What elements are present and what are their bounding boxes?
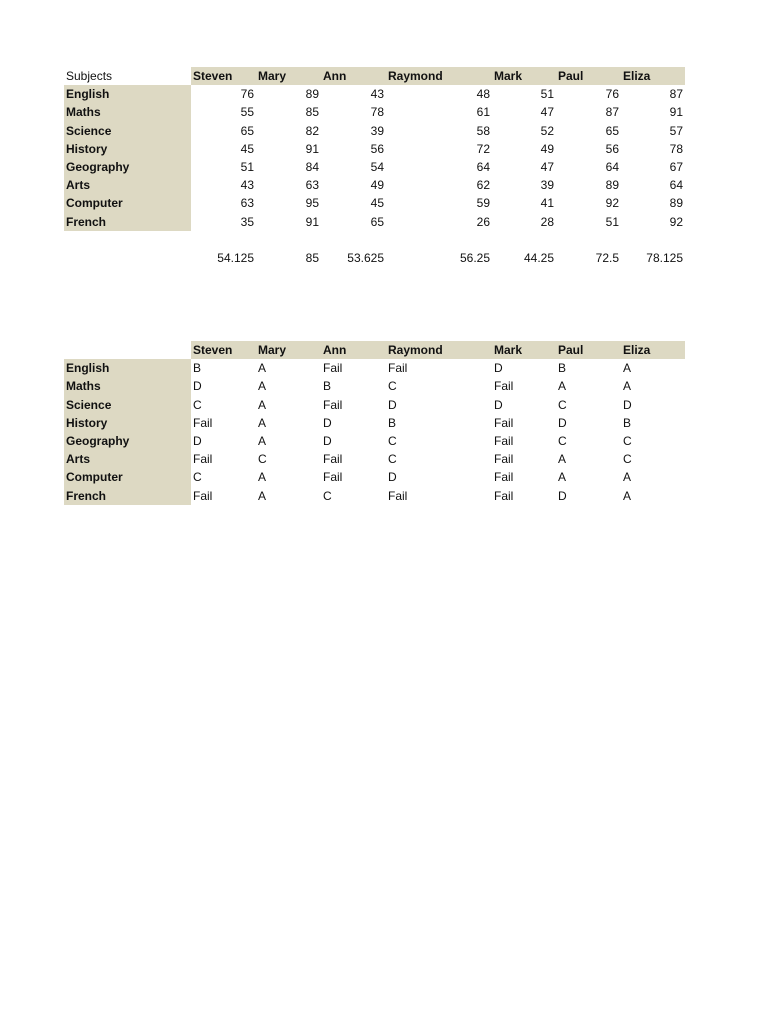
grade-cell: A bbox=[558, 379, 567, 394]
table-row bbox=[64, 468, 685, 486]
subjects-corner-label: Subjects bbox=[66, 69, 113, 84]
table-row bbox=[64, 359, 685, 377]
grade-cell: D bbox=[388, 397, 397, 412]
grade-cell: C bbox=[323, 488, 332, 503]
grade-cell: D bbox=[494, 397, 503, 412]
score-cell: 52 bbox=[540, 123, 554, 138]
grade-cell: C bbox=[388, 434, 397, 449]
table-row bbox=[64, 158, 685, 176]
grade-cell: A bbox=[258, 361, 267, 376]
score-cell: 64 bbox=[605, 160, 619, 175]
score-cell: 63 bbox=[305, 178, 319, 193]
student-header: Paul bbox=[556, 341, 621, 359]
average-cell: 85 bbox=[305, 250, 319, 265]
scores-table-body bbox=[64, 67, 685, 267]
score-cell: 89 bbox=[605, 178, 619, 193]
score-cell: 61 bbox=[476, 105, 490, 120]
subject-label: Science bbox=[64, 122, 191, 140]
grade-cell: A bbox=[258, 434, 267, 449]
grade-cell: C bbox=[388, 379, 397, 394]
grade-cell: Fail bbox=[193, 452, 213, 467]
subject-label: Computer bbox=[64, 194, 191, 212]
score-cell: 91 bbox=[305, 141, 319, 156]
grade-cell: C bbox=[558, 397, 567, 412]
score-cell: 58 bbox=[476, 123, 490, 138]
score-cell: 64 bbox=[669, 178, 683, 193]
score-cell: 43 bbox=[240, 178, 254, 193]
grade-cell: A bbox=[623, 488, 632, 503]
average-cell: 78.125 bbox=[646, 250, 683, 265]
table-row bbox=[64, 396, 685, 414]
score-cell: 76 bbox=[605, 87, 619, 102]
score-cell: 67 bbox=[669, 160, 683, 175]
grade-cell: B bbox=[323, 379, 332, 394]
grade-cell: Fail bbox=[388, 488, 408, 503]
score-cell: 92 bbox=[605, 196, 619, 211]
table-row bbox=[64, 450, 685, 468]
student-header: Eliza bbox=[621, 341, 685, 359]
averages-row bbox=[64, 249, 685, 267]
grade-cell: D bbox=[494, 361, 503, 376]
score-cell: 54 bbox=[370, 160, 384, 175]
empty-cell bbox=[256, 231, 321, 249]
grade-cell: D bbox=[323, 434, 332, 449]
grade-cell: C bbox=[623, 434, 632, 449]
score-cell: 56 bbox=[370, 141, 384, 156]
subject-label: History bbox=[64, 414, 191, 432]
grade-cell: C bbox=[623, 452, 632, 467]
score-cell: 47 bbox=[540, 105, 554, 120]
grade-cell: A bbox=[623, 361, 632, 376]
grade-cell: A bbox=[258, 488, 267, 503]
score-cell: 95 bbox=[305, 196, 319, 211]
grade-cell: A bbox=[258, 397, 267, 412]
score-cell: 62 bbox=[476, 178, 490, 193]
grade-cell: Fail bbox=[494, 488, 514, 503]
scores-header-row bbox=[64, 67, 685, 85]
grade-cell: C bbox=[558, 434, 567, 449]
spacer-row bbox=[64, 231, 685, 249]
table-row bbox=[64, 194, 685, 212]
table-row bbox=[64, 85, 685, 103]
grade-cell: D bbox=[193, 434, 202, 449]
subject-label: Arts bbox=[64, 450, 191, 468]
table-row bbox=[64, 213, 685, 231]
grade-cell: Fail bbox=[323, 361, 343, 376]
average-cell: 72.5 bbox=[595, 250, 619, 265]
score-cell: 89 bbox=[305, 87, 319, 102]
score-cell: 51 bbox=[240, 160, 254, 175]
score-cell: 35 bbox=[240, 214, 254, 229]
subject-label: French bbox=[64, 213, 191, 231]
student-header: Ann bbox=[321, 341, 386, 359]
average-cell: 44.25 bbox=[523, 250, 554, 265]
table-row bbox=[64, 432, 685, 450]
subject-label: English bbox=[64, 359, 191, 377]
score-cell: 85 bbox=[305, 105, 319, 120]
subject-label: Science bbox=[64, 396, 191, 414]
student-header: Ann bbox=[321, 67, 386, 85]
grade-cell: Fail bbox=[323, 397, 343, 412]
subject-label: Computer bbox=[64, 468, 191, 486]
score-cell: 48 bbox=[476, 87, 490, 102]
grade-cell: D bbox=[558, 488, 567, 503]
table-row bbox=[64, 140, 685, 158]
score-cell: 51 bbox=[540, 87, 554, 102]
grade-cell: Fail bbox=[193, 415, 213, 430]
empty-cell bbox=[64, 231, 191, 249]
grade-cell: Fail bbox=[388, 361, 408, 376]
subject-label: Arts bbox=[64, 176, 191, 194]
grade-cell: Fail bbox=[494, 434, 514, 449]
score-cell: 64 bbox=[476, 160, 490, 175]
table-row bbox=[64, 414, 685, 432]
score-cell: 39 bbox=[540, 178, 554, 193]
grade-cell: A bbox=[623, 470, 632, 485]
table-row bbox=[64, 487, 685, 505]
grade-cell: A bbox=[558, 470, 567, 485]
student-header: Raymond bbox=[386, 67, 492, 85]
student-header: Raymond bbox=[386, 341, 492, 359]
grades-header-row bbox=[64, 341, 685, 359]
grade-cell: A bbox=[258, 379, 267, 394]
student-header: Mark bbox=[492, 341, 556, 359]
score-cell: 76 bbox=[240, 87, 254, 102]
grade-cell: Fail bbox=[494, 452, 514, 467]
empty-cell bbox=[386, 231, 492, 249]
average-cell: 54.125 bbox=[217, 250, 254, 265]
grade-cell: D bbox=[323, 415, 332, 430]
table-row bbox=[64, 176, 685, 194]
student-header: Mark bbox=[492, 67, 556, 85]
grade-cell: B bbox=[558, 361, 567, 376]
score-cell: 41 bbox=[540, 196, 554, 211]
grade-cell: C bbox=[388, 452, 397, 467]
subject-label: French bbox=[64, 487, 191, 505]
grade-cell: C bbox=[193, 470, 202, 485]
score-cell: 78 bbox=[370, 105, 384, 120]
subject-label: History bbox=[64, 140, 191, 158]
score-cell: 39 bbox=[370, 123, 384, 138]
average-cell: 53.625 bbox=[347, 250, 384, 265]
score-cell: 91 bbox=[305, 214, 319, 229]
grade-cell: B bbox=[623, 415, 632, 430]
subject-label: Maths bbox=[64, 377, 191, 395]
score-cell: 51 bbox=[605, 214, 619, 229]
score-cell: 63 bbox=[240, 196, 254, 211]
score-cell: 28 bbox=[540, 214, 554, 229]
grade-cell: Fail bbox=[323, 452, 343, 467]
score-cell: 43 bbox=[370, 87, 384, 102]
student-header: Mary bbox=[256, 341, 321, 359]
table-row bbox=[64, 103, 685, 121]
grade-cell: Fail bbox=[494, 415, 514, 430]
empty-cell bbox=[492, 231, 556, 249]
student-header: Eliza bbox=[621, 67, 685, 85]
score-cell: 87 bbox=[605, 105, 619, 120]
score-cell: 92 bbox=[669, 214, 683, 229]
table-row bbox=[64, 377, 685, 395]
score-cell: 49 bbox=[540, 141, 554, 156]
empty-cell bbox=[621, 231, 685, 249]
score-cell: 89 bbox=[669, 196, 683, 211]
score-cell: 72 bbox=[476, 141, 490, 156]
score-cell: 55 bbox=[240, 105, 254, 120]
score-cell: 47 bbox=[540, 160, 554, 175]
grade-cell: A bbox=[558, 452, 567, 467]
score-cell: 65 bbox=[240, 123, 254, 138]
score-cell: 57 bbox=[669, 123, 683, 138]
student-header: Paul bbox=[556, 67, 621, 85]
score-cell: 26 bbox=[476, 214, 490, 229]
grade-cell: Fail bbox=[193, 488, 213, 503]
average-cell: 56.25 bbox=[459, 250, 490, 265]
subject-label: English bbox=[64, 85, 191, 103]
subject-label: Geography bbox=[64, 432, 191, 450]
grade-cell: B bbox=[388, 415, 397, 430]
score-cell: 65 bbox=[605, 123, 619, 138]
score-cell: 78 bbox=[669, 141, 683, 156]
score-cell: 65 bbox=[370, 214, 384, 229]
grade-cell: Fail bbox=[323, 470, 343, 485]
grades-table bbox=[64, 341, 685, 505]
grade-cell: D bbox=[558, 415, 567, 430]
score-cell: 82 bbox=[305, 123, 319, 138]
score-cell: 56 bbox=[605, 141, 619, 156]
grade-cell: D bbox=[623, 397, 632, 412]
grade-cell: D bbox=[193, 379, 202, 394]
grade-cell: A bbox=[258, 415, 267, 430]
empty-cell bbox=[64, 249, 191, 267]
grade-cell: A bbox=[623, 379, 632, 394]
grade-cell: D bbox=[388, 470, 397, 485]
score-cell: 84 bbox=[305, 160, 319, 175]
score-cell: 59 bbox=[476, 196, 490, 211]
table-row bbox=[64, 122, 685, 140]
empty-cell bbox=[556, 231, 621, 249]
grade-cell: Fail bbox=[494, 470, 514, 485]
grades-table-body bbox=[64, 341, 685, 505]
grade-cell: B bbox=[193, 361, 202, 376]
grade-cell: Fail bbox=[494, 379, 514, 394]
grade-cell: A bbox=[258, 470, 267, 485]
subject-label: Geography bbox=[64, 158, 191, 176]
subject-label: Maths bbox=[64, 103, 191, 121]
empty-corner-cell bbox=[64, 341, 191, 359]
scores-table bbox=[64, 67, 685, 267]
score-cell: 45 bbox=[370, 196, 384, 211]
empty-cell bbox=[191, 231, 256, 249]
score-cell: 87 bbox=[669, 87, 683, 102]
grade-cell: C bbox=[193, 397, 202, 412]
student-header: Mary bbox=[256, 67, 321, 85]
score-cell: 49 bbox=[370, 178, 384, 193]
score-cell: 91 bbox=[669, 105, 683, 120]
empty-cell bbox=[321, 231, 386, 249]
student-header: Steven bbox=[191, 341, 256, 359]
student-header: Steven bbox=[191, 67, 256, 85]
score-cell: 45 bbox=[240, 141, 254, 156]
grade-cell: C bbox=[258, 452, 267, 467]
